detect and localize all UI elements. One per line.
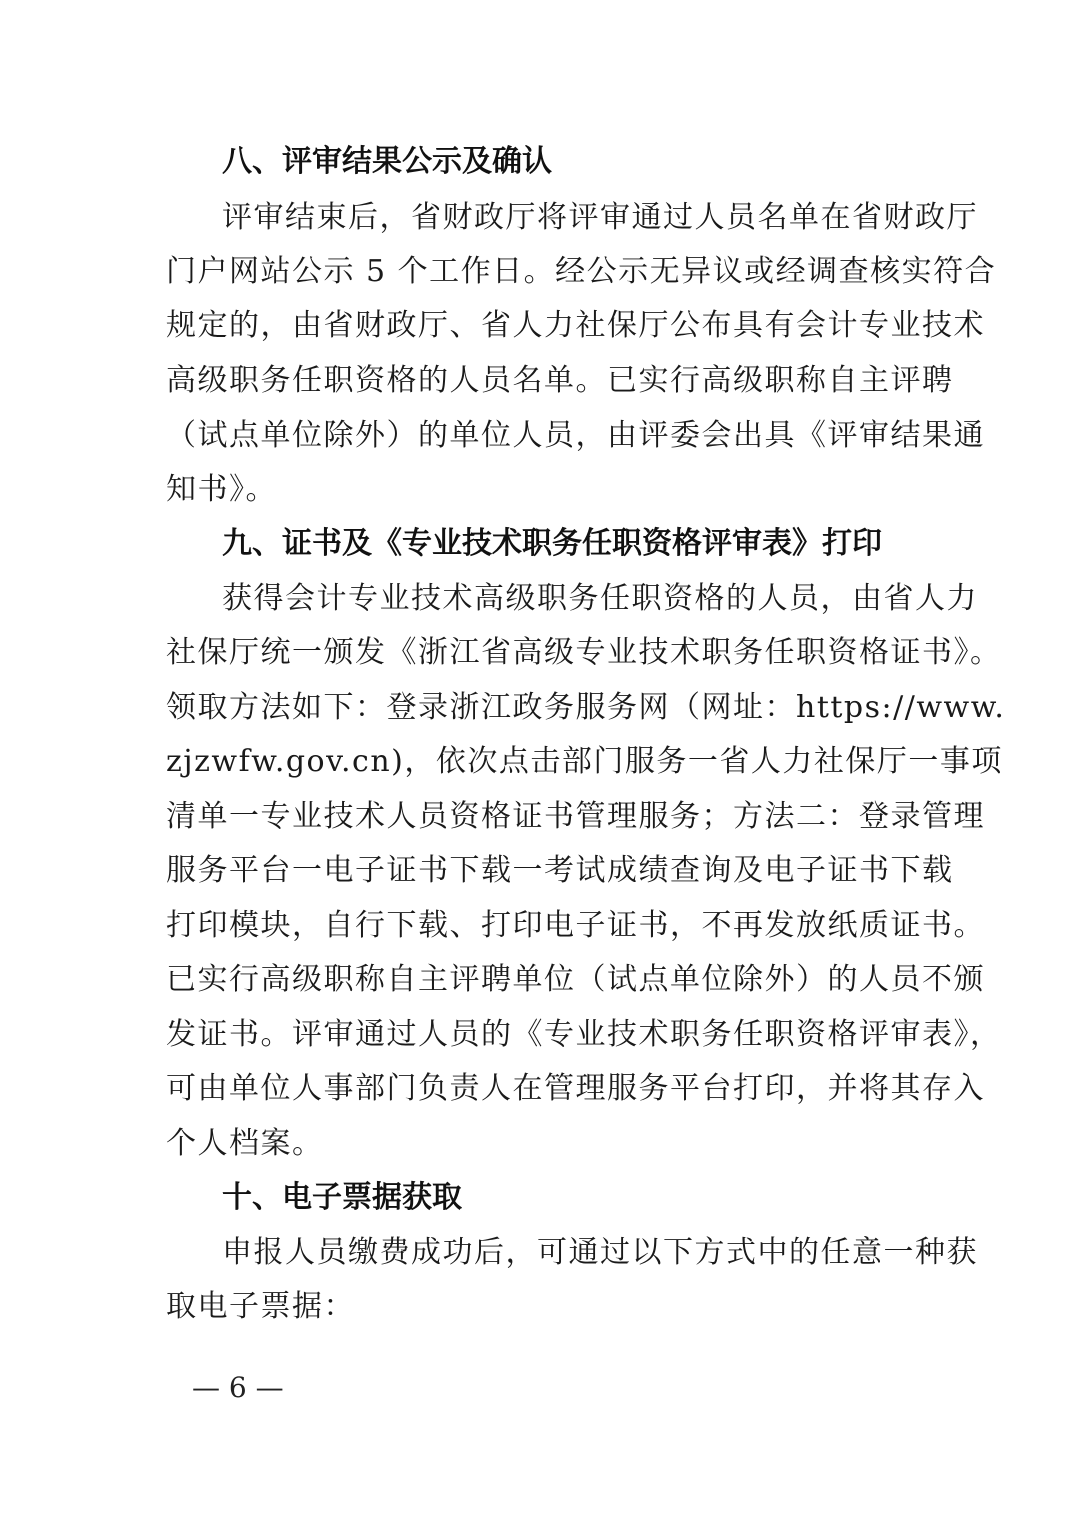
section-heading-8: 八、评审结果公示及确认 (222, 144, 552, 179)
paragraph-line: 可由单位人事部门负责人在管理服务平台打印，并将其存入 (166, 1071, 985, 1106)
paragraph-line: 领取方法如下：登录浙江政务服务网（网址：https://www. (166, 690, 1006, 725)
page-number: — 6 — (192, 1371, 284, 1404)
paragraph-line: 高级职务任职资格的人员名单。已实行高级职称自主评聘 (166, 363, 954, 398)
paragraph-line: 打印模块，自行下载、打印电子证书，不再发放纸质证书。 (166, 908, 985, 943)
paragraph-line: 规定的，由省财政厅、省人力社保厅公布具有会计专业技术 (166, 308, 985, 343)
section-heading-10: 十、电子票据获取 (222, 1180, 462, 1215)
paragraph-line: 门户网站公示 5 个工作日。经公示无异议或经调查核实符合 (166, 254, 997, 289)
paragraph-line: zjzwfw.gov.cn)，依次点击部门服务一省人力社保厅一事项 (166, 744, 1003, 779)
paragraph-line: 个人档案。 (166, 1126, 324, 1161)
paragraph-line: 社保厅统一颁发《浙江省高级专业技术职务任职资格证书》。 (166, 635, 1002, 670)
paragraph-line: 清单一专业技术人员资格证书管理服务；方法二：登录管理 (166, 799, 985, 834)
paragraph-line: 服务平台一电子证书下载一考试成绩查询及电子证书下载 (166, 853, 954, 888)
paragraph-line: 取电子票据： (166, 1289, 355, 1324)
paragraph-line: 评审结束后，省财政厅将评审通过人员名单在省财政厅 (222, 200, 978, 235)
paragraph-line: 已实行高级职称自主评聘单位（试点单位除外）的人员不颁 (166, 962, 985, 997)
paragraph-line: 申报人员缴费成功后，可通过以下方式中的任意一种获 (222, 1235, 978, 1270)
section-heading-9: 九、证书及《专业技术职务任职资格评审表》打印 (222, 526, 882, 561)
paragraph-line: （试点单位除外）的单位人员，由评委会出具《评审结果通 (166, 418, 985, 453)
paragraph-line: 获得会计专业技术高级职务任职资格的人员，由省人力 (222, 581, 978, 616)
paragraph-line: 知书》。 (166, 472, 277, 507)
paragraph-line: 发证书。评审通过人员的《专业技术职务任职资格评审表》， (166, 1017, 1002, 1052)
